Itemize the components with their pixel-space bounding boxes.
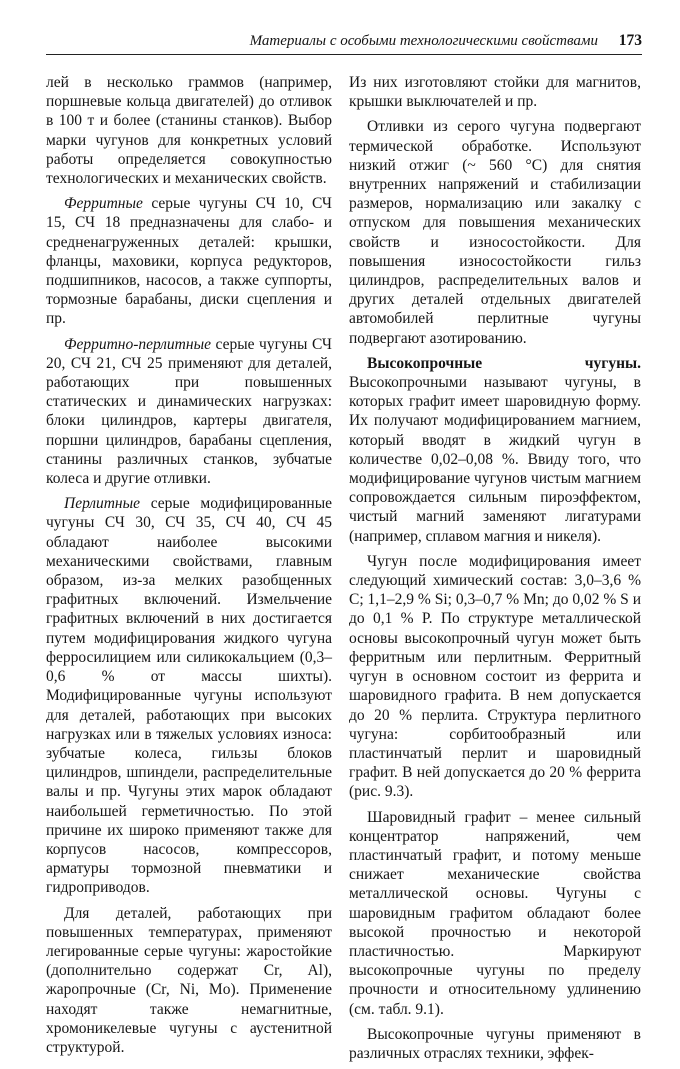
paragraph-text: Высокопрочными называют чугуны, в которых графит имеет шаровидную форму. Их получают модифицированием магнием, который вводят в жидкий чугун в количестве 0,02–0,08 %. Ввиду того, что модифицирование чугунов чистым магнием сопровождается сильным пироэффектом, чистый магний заменяют лигатурами (например, сплавом магния и никеля). (349, 374, 642, 545)
paragraph (349, 354, 641, 546)
paragraph-text: серые чугуны СЧ 10, СЧ 15, СЧ 18 предназначены для слабо- и средненагруженных деталей: крышки, фланцы, маховики, корпуса редукторов, подшипников, насосов, а также суппорты, тормозные барабаны, диски сцепления и пр. (46, 195, 332, 328)
right-column (349, 73, 641, 1069)
term-italic: Ферритные (64, 195, 143, 213)
paragraph (46, 335, 332, 489)
running-header (46, 30, 642, 55)
paragraph-text: серые модифицированные чугуны СЧ 30, СЧ 35, СЧ 40, СЧ 45 обладают наиболее высокими механическими свойствами, главным образом, из-за мелких разобщенных графитных включений. Измельчение графитных включений в них достигается путем модифицирования жидкого чугуна ферросилицием или силикокальцием (0,3–0,6 % от массы шихты). Модифицированные чугуны используют для деталей, работающих при высоких нагрузках или в тяжелых условиях износа: зубчатые колеса, гильзы блоков цилиндров, шпиндели, распределительные валы и пр. Чугуны этих марок обладают наибольшей герметичностью. По этой причине их широко применяют также для корпусов насосов, компрессоров, арматуры тормозной пневматики и гидроприводов. (46, 495, 332, 897)
paragraph: Шаровидный графит – менее сильный концентратор напряжений, чем пластинчатый графит, и потому меньше снижает механические свойства металлической основы. Чугуны с шаровидным графитом обладают более высокой прочностью и некоторой пластичностью. Маркируют высокопрочные чугуны по пределу прочности и относительному удлинению (см. табл. 9.1). (349, 808, 641, 1018)
paragraph-text: серые чугуны СЧ 20, СЧ 21, СЧ 25 применяют для деталей, работающих при повышенных статических и динамических нагрузках: блоки цилиндров, картеры двигателя, поршни цилиндров, барабаны сцепления, станины различных станков, зубчатые колеса и другие отливки. (46, 335, 332, 488)
paragraph (46, 494, 332, 897)
paragraph: лей в несколько граммов (например, поршневые кольца двигателей) до отливок в 100 т и более (станины станков). Выбор марки чугунов для конкретных условий работы определяется совокупностью технологических и механических свойств. (46, 74, 332, 188)
term-italic: Ферритно-перлитные (64, 335, 211, 353)
paragraph: Высокопрочные чугуны применяют в различных отраслях техники, эффек- (349, 1025, 641, 1062)
paragraph: Чугун после модифицирования имеет следующий химический состав: 3,0–3,6 % С; 1,1–2,9 % Si; 0,3–0,7 % Mn; до 0,02 % S и до 0,1 % Р. По структуре металлической основы высокопрочный чугун может быть ферритным или перлитным. Ферритный чугун в основном состоит из феррита и шаровидного графита. В нем допускается до 20 % перлита. Структура перлитного чугуна: сорбитообразный или пластинчатый перлит и шаровидный графит. В ней допускается до 20 % феррита (рис. 9.3). (349, 552, 641, 801)
paragraph (46, 194, 332, 328)
term-italic: Перлитные (64, 495, 141, 513)
left-column (46, 73, 332, 1063)
paragraph: Для деталей, работающих при повышенных температурах, применяют легированные серые чугуны: жаростойкие (дополнительно содержат Cr, Al), жаропрочные (Cr, Ni, Mo). Применение находят также немагнитные, хромоникелевые чугуны с аустенитной структурой. (46, 904, 332, 1056)
paragraph: Отливки из серого чугуна подвергают термической обработке. Используют низкий отжиг (~ 560 °С) для снятия внутренних напряжений и стабилизации размеров, нормализацию или закалку с отпуском для повышения механических свойств и износостойкости. Для повышения износостойкости гильз цилиндров, распределительных валов и других деталей отдельных двигателей автомобилей перлитные чугуны подвергают азотированию. (349, 118, 641, 347)
section-heading: Высокопрочные чугуны. (367, 354, 641, 372)
paragraph: Из них изготовляют стойки для магнитов, крышки выключателей и пр. (349, 74, 641, 111)
page-number: 173 (618, 32, 642, 49)
running-title: Материалы с особыми технологическими свойствами (249, 33, 598, 49)
